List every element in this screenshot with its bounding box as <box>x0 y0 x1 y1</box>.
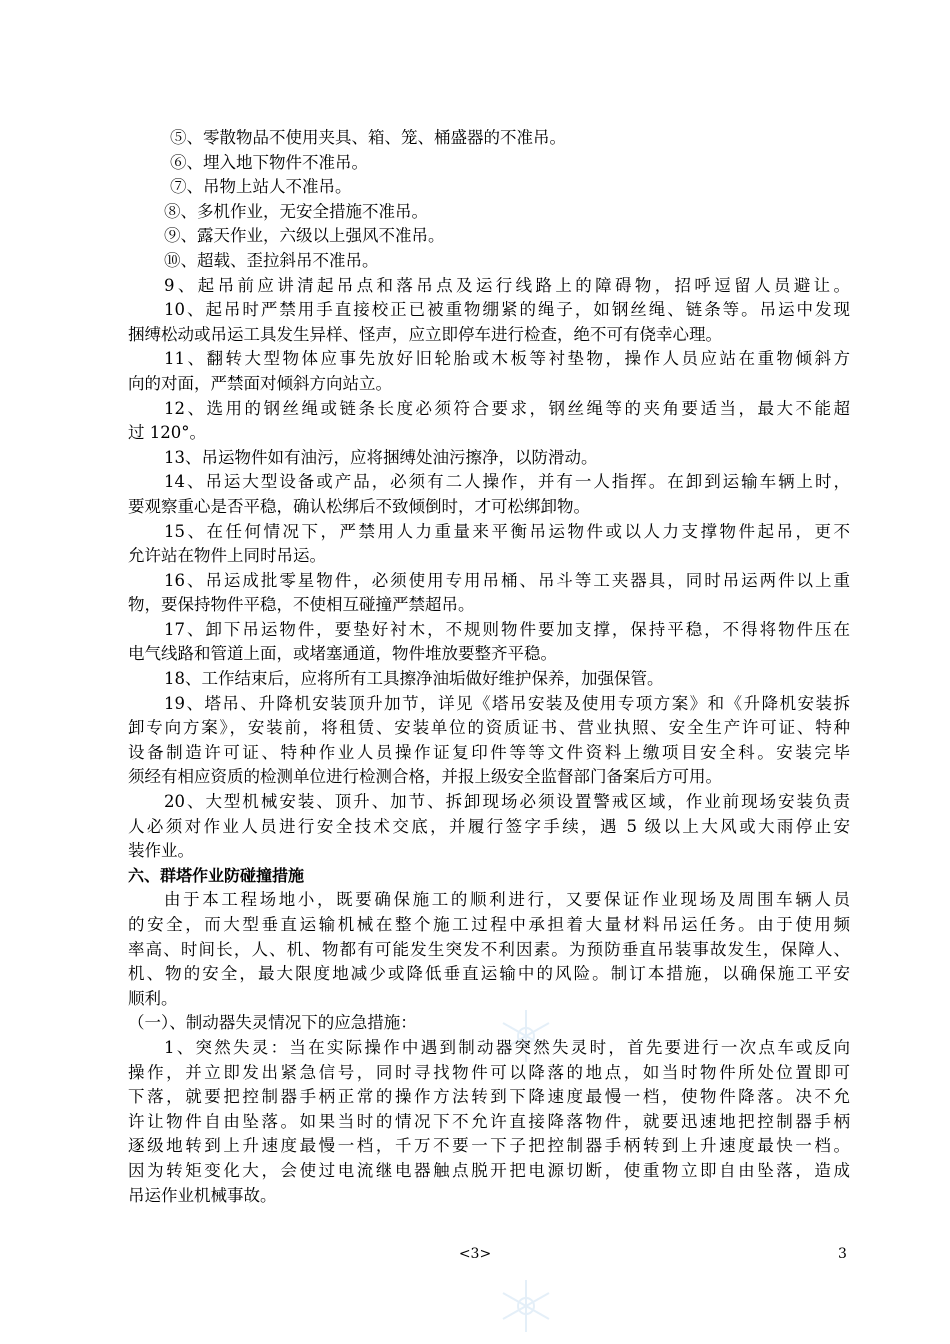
text-line: 19、塔吊、升降机安装顶升加节，详见《塔吊安装及使用专项方案》和《升降机安装拆 <box>164 693 850 713</box>
text-line: 11、翻转大型物体应事先放好旧轮胎或木板等衬垫物，操作人员应站在重物倾斜方 <box>164 349 850 369</box>
text-line: 16、吊运成批零星物件，必须使用专用吊桶、吊斗等工夹器具，同时吊运两件以上重 <box>164 570 850 590</box>
text-line: 20、大型机械安装、顶升、加节、拆卸现场必须设置警戒区域，作业前现场安装负责 <box>164 792 850 812</box>
text-line: 电气线路和管道上面，或堵塞通道，物件堆放要整齐平稳。 <box>128 644 557 664</box>
text-line: ⑦、吊物上站人不准吊。 <box>170 177 352 197</box>
text-line: 13、吊运物件如有油污，应将捆缚处油污擦净，以防滑动。 <box>164 447 598 467</box>
text-line: 卸专向方案》，安装前，将租赁、安装单位的资质证书、营业执照、安全生产许可证、特种 <box>128 718 850 738</box>
text-line: 操作，并立即发出紧急信号，同时寻找物件可以降落的地点，如当时物件所处位置即可 <box>128 1062 850 1082</box>
document-body <box>128 126 850 1208</box>
text-line: 过 120°。 <box>128 423 206 443</box>
text-line: 10、起吊时严禁用手直接校正已被重物绷紧的绳子，如钢丝绳、链条等。吊运中发现 <box>164 300 850 320</box>
text-line: ⑨、露天作业，六级以上强风不准吊。 <box>164 226 445 246</box>
text-line: 14、吊运大型设备或产品，必须有二人操作，并有一人指挥。在卸到运输车辆上时， <box>164 472 850 492</box>
text-line: 1、突然失灵：当在实际操作中遇到制动器突然失灵时，首先要进行一次点车或反向 <box>164 1037 850 1057</box>
text-line: 的安全，而大型垂直运输机械在整个施工过程中承担着大量材料吊运任务。由于使用频 <box>128 915 850 934</box>
text-line: 装作业。 <box>128 841 194 861</box>
text-line: 顺利。 <box>128 988 178 1008</box>
text-line: ⑧、多机作业，无安全措施不准吊。 <box>164 201 428 221</box>
text-line: 须经有相应资质的检测单位进行检测合格，并报上级安全监督部门备案后方可用。 <box>128 767 722 787</box>
text-line: ⑥、埋入地下物件不准吊。 <box>170 152 368 172</box>
text-line: 机、物的安全，最大限度地减少或降低垂直运输中的风险。制订本措施，以确保施工平安 <box>128 964 850 984</box>
text-line: 因为转矩变化大，会使过电流继电器触点脱开把电源切断，使重物立即自由坠落，造成 <box>128 1160 850 1180</box>
text-line: 下落，就要把控制器手柄正常的操作方法转到下降速度最慢一档，使物件降落。决不允 <box>128 1087 850 1107</box>
text-line: 逐级地转到上升速度最慢一档，千万不要一下子把控制器手柄转到上升速度最快一档。 <box>128 1136 850 1156</box>
text-line: 设备制造许可证、特种作业人员操作证复印件等等文件资料上缴项目安全科。安装完毕 <box>128 742 850 762</box>
text-line: 捆缚松动或吊运工具发生异样、怪声，应立即停车进行检查，绝不可有侥幸心理。 <box>128 324 722 344</box>
text-line: （一）、制动器失灵情况下的应急措施： <box>128 1013 417 1033</box>
snowflake-watermark-icon <box>496 1276 556 1336</box>
text-line: 吊运作业机械事故。 <box>128 1185 277 1205</box>
text-line: ⑩、超载、歪拉斜吊不准吊。 <box>164 250 379 270</box>
text-line: 允许站在物件上同时吊运。 <box>128 546 326 566</box>
text-line: 由于本工程场地小，既要确保施工的顺利进行，又要保证作业现场及周围车辆人员 <box>164 890 850 910</box>
text-line: 向的对面，严禁面对倾斜方向站立。 <box>128 373 392 393</box>
text-line: 许让物件自由坠落。如果当时的情况下不允许直接降落物件，就要迅速地把控制器手柄 <box>128 1111 850 1131</box>
text-line: 17、卸下吊运物件，要垫好衬木，不规则物件要加支撑，保持平稳，不得将物件压在 <box>164 619 850 639</box>
text-line: 物，要保持物件平稳，不使相互碰撞严禁超吊。 <box>128 595 475 615</box>
text-line: 12、选用的钢丝绳或链条长度必须符合要求，钢丝绳等的夹角要适当，最大不能超 <box>164 398 850 418</box>
text-line: 15、在任何情况下，严禁用人力重量来平衡吊运物件或以人力支撑物件起吊，更不 <box>164 521 850 541</box>
section-heading: 六、群塔作业防碰撞措施 <box>128 865 305 885</box>
page-label: <3> <box>458 1246 492 1262</box>
page-number: 3 <box>838 1246 847 1262</box>
text-line: 率高、时间长，人、机、物都有可能发生突发不利因素。为预防垂直吊装事故发生，保障人、 <box>128 939 850 959</box>
text-line: 9、起吊前应讲清起吊点和落吊点及运行线路上的障碍物，招呼逗留人员避让。 <box>164 275 850 295</box>
text-line: ⑤、零散物品不使用夹具、箱、笼、桶盛器的不准吊。 <box>170 128 566 147</box>
text-line: 人必须对作业人员进行安全技术交底，并履行签字手续，遇 5 级以上大风或大雨停止安 <box>128 816 850 836</box>
text-line: 要观察重心是否平稳，确认松绑后不致倾倒时，才可松绑卸物。 <box>128 496 590 516</box>
text-line: 18、工作结束后，应将所有工具擦净油垢做好维护保养，加强保管。 <box>164 669 664 689</box>
